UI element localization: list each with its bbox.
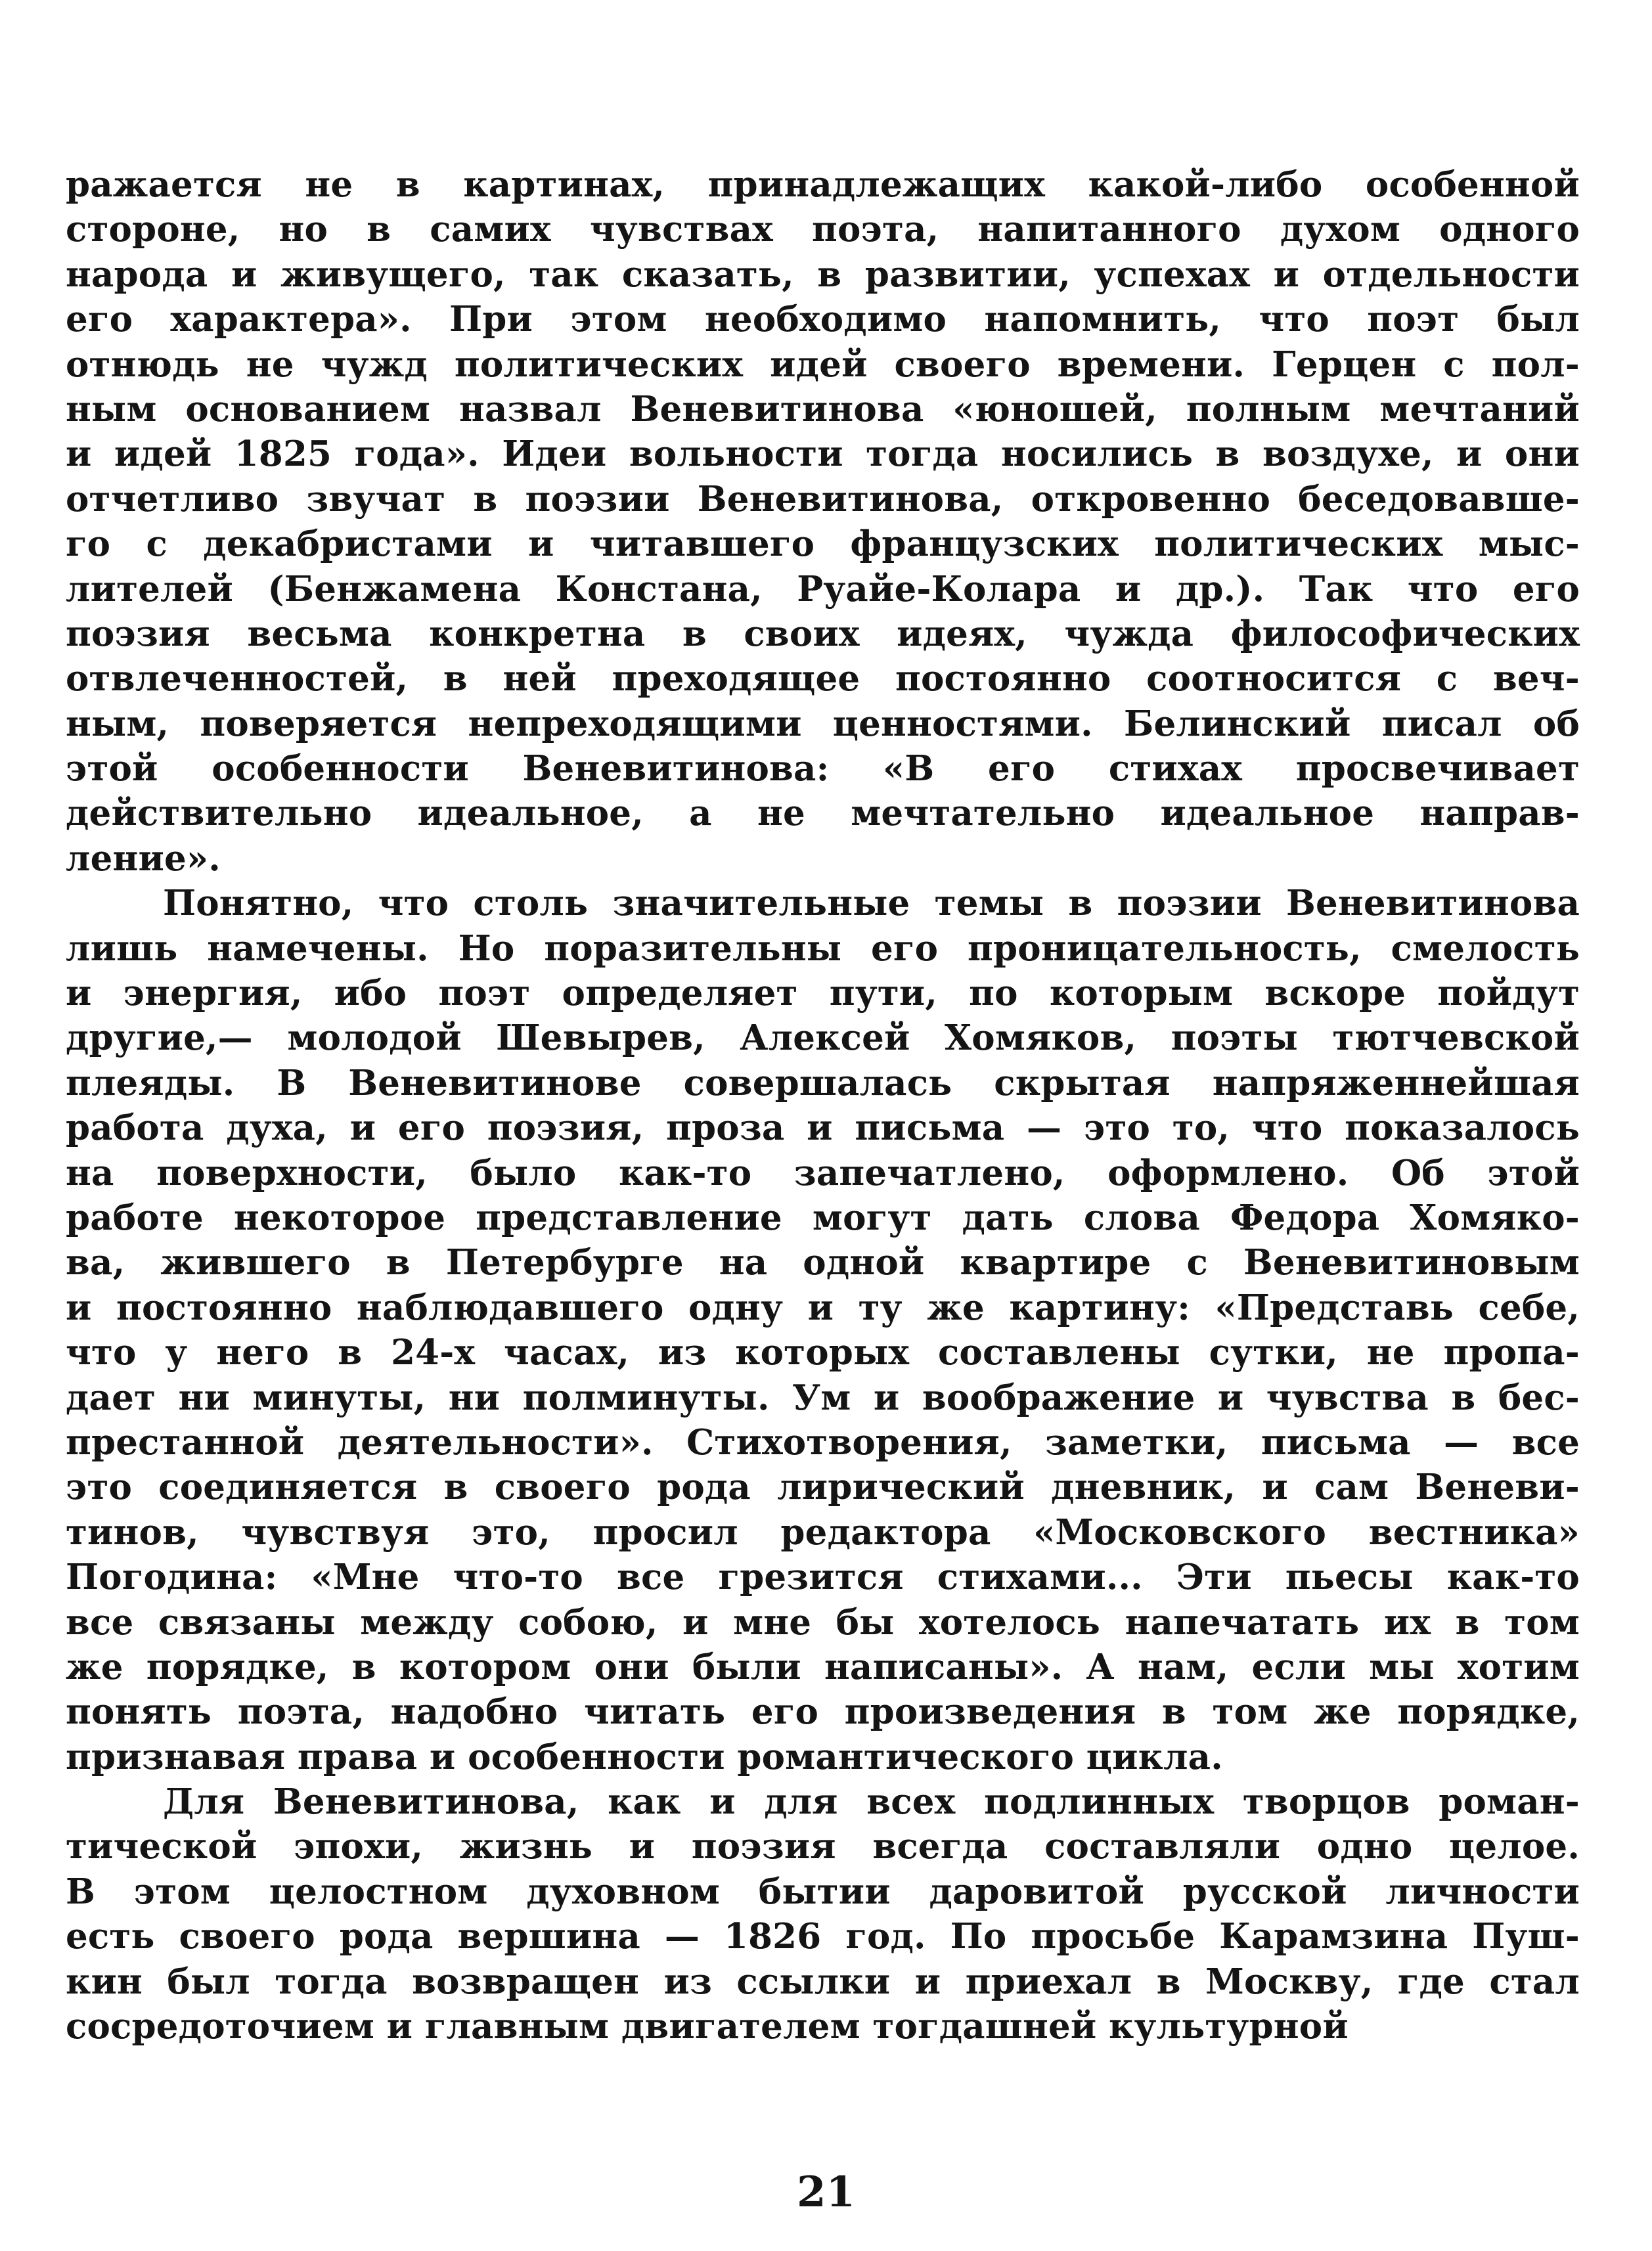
paragraph (66, 881, 1580, 1779)
text-line: работа духа, и его поэзия, проза и письма — это то, что показалось (66, 1107, 1580, 1149)
text-line: все связаны между собою, и мне бы хотелось напечатать их в том (66, 1601, 1580, 1643)
text-line: отнюдь не чужд политических идей своего времени. Герцен с пол- (66, 344, 1580, 385)
text-line: ление». (66, 837, 221, 879)
text-line: и постоянно наблюдавшего одну и ту же картину: «Представь себе, (66, 1287, 1580, 1328)
text-line: тической эпохи, жизнь и поэзия всегда составляли одно целое. (66, 1826, 1580, 1867)
text-line: этой особенности Веневитинова: «В его стихах просвечивает (66, 748, 1580, 790)
text-line: плеяды. В Веневитинове совершалась скрытая напряженнейшая (66, 1062, 1580, 1103)
text-line: признавая права и особенности романтического цикла. (66, 1736, 1223, 1777)
text-line: это соединяется в своего рода лирический дневник, и сам Веневи- (66, 1467, 1580, 1508)
text-line: Погодина: «Мне что-то все грезится стихами... Эти пьесы как-то (66, 1557, 1580, 1598)
text-line: есть своего рода вершина — 1826 год. По просьбе Карамзина Пуш- (66, 1916, 1580, 1957)
text-line: на поверхности, было как-то запечатлено, оформлено. Об этой (66, 1152, 1580, 1193)
text-line: поэзия весьма конкретна в своих идеях, чужда философических (66, 613, 1580, 654)
body-text (66, 162, 1580, 2049)
text-line: работе некоторое представление могут дать слова Федора Хомяко- (66, 1197, 1580, 1238)
text-line: и идей 1825 года». Идеи вольности тогда носились в воздухе, и они (66, 434, 1580, 475)
text-line: В этом целостном духовном бытии даровитой русской личности (66, 1871, 1580, 1912)
text-line: лителей (Бенжамена Констана, Руайе-Колара и др.). Так что его (66, 568, 1580, 610)
text-line: же порядке, в котором они были написаны». А нам, если мы хотим (66, 1646, 1580, 1687)
text-line: понять поэта, надобно читать его произведения в том же порядке, (66, 1691, 1580, 1733)
text-line: Для Веневитинова, как и для всех подлинных творцов роман- (163, 1781, 1580, 1823)
text-line: сосредоточием и главным двигателем тогдашней культурной (66, 2006, 1349, 2047)
text-line: другие,— молодой Шевырев, Алексей Хомяков, поэты тютчевской (66, 1017, 1580, 1059)
text-line: престанной деятельности». Стихотворения, заметки, письма — все (66, 1421, 1580, 1463)
text-line: ва, жившего в Петербурге на одной квартире с Веневитиновым (66, 1242, 1580, 1283)
text-line: го с декабристами и читавшего французских политических мыс- (66, 524, 1580, 565)
paragraph (66, 162, 1580, 881)
text-line: народа и живущего, так сказать, в развитии, успехах и отдельности (66, 254, 1580, 295)
text-line: отчетливо звучат в поэзии Веневитинова, откровенно беседовавше- (66, 478, 1580, 520)
text-line: его характера». При этом необходимо напомнить, что поэт был (66, 299, 1580, 340)
text-line: лишь намечены. Но поразительны его проницательность, смелость (66, 927, 1580, 969)
paragraph (66, 1779, 1580, 2049)
text-line: действительно идеальное, а не мечтательно идеальное направ- (66, 793, 1580, 834)
text-line: кин был тогда возвращен из ссылки и приехал в Москву, где стал (66, 1961, 1580, 2002)
text-line: Понятно, что столь значительные темы в поэзии Веневитинова (163, 883, 1580, 924)
text-line: ным, поверяется непреходящими ценностями. Белинский писал об (66, 703, 1580, 744)
text-line: тинов, чувствуя это, просил редактора «Московского вестника» (66, 1511, 1580, 1553)
text-line: дает ни минуты, ни полминуты. Ум и воображение и чувства в бес- (66, 1377, 1580, 1418)
text-line: ражается не в картинах, принадлежащих какой-либо особенной (66, 164, 1580, 205)
text-line: и энергия, ибо поэт определяет пути, по которым вскоре пойдут (66, 973, 1580, 1014)
page-number: 21 (796, 2168, 856, 2217)
text-line: отвлеченностей, в ней преходящее постоянно соотносится с веч- (66, 658, 1580, 700)
text-line: стороне, но в самих чувствах поэта, напитанного духом одного (66, 209, 1580, 250)
text-line: что у него в 24-х часах, из которых составлены сутки, не пропа- (66, 1332, 1580, 1373)
text-line: ным основанием назвал Веневитинова «юношей, полным мечтаний (66, 388, 1580, 430)
